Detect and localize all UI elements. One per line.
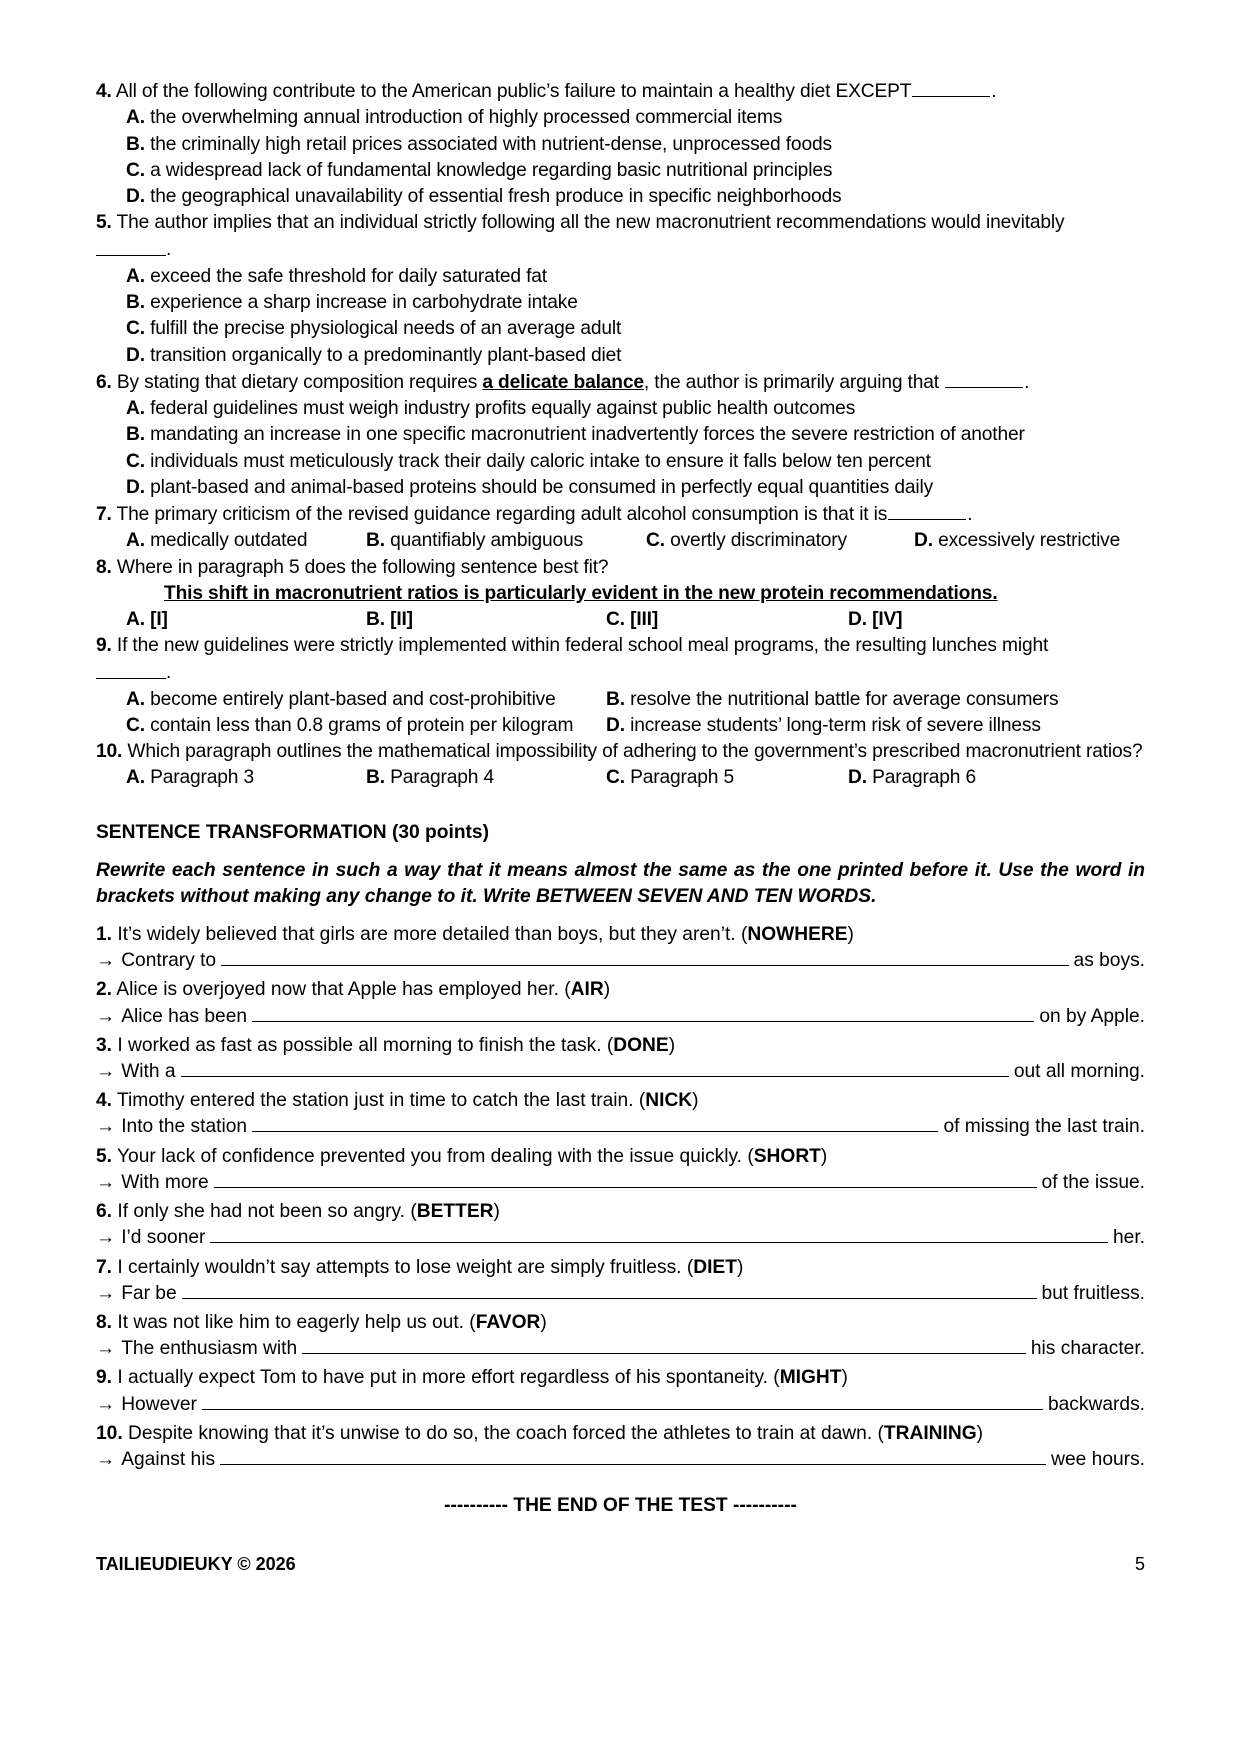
- arrow-icon: →: [96, 1005, 116, 1027]
- option-text: [I]: [150, 609, 168, 630]
- instruction-line-2-part1: word in brackets without making any change to it. Write: [96, 859, 1145, 907]
- question-8-inserted-sentence: This shift in macronutrient ratios is particularly evident in the new protein recommendations.: [164, 582, 998, 604]
- footer-page-number: 5: [1134, 1554, 1145, 1574]
- question-9-option-a[interactable]: [126, 687, 606, 713]
- arrow-icon: →: [96, 1227, 116, 1249]
- answer-tail: wee hours.: [1051, 1448, 1145, 1470]
- item-prompt-close: ): [847, 924, 854, 946]
- arrow-icon: →: [96, 1171, 116, 1193]
- answer-lead: I’d sooner: [121, 1227, 206, 1249]
- item-number: 5.: [96, 1145, 113, 1167]
- option-letter: A.: [126, 609, 145, 630]
- option-text: Paragraph 5: [630, 767, 735, 789]
- item-prompt-close: ): [976, 1422, 984, 1444]
- transformation-item-5-answer: [96, 1170, 1145, 1196]
- answer-write-line[interactable]: [210, 1226, 1108, 1243]
- option-text: experience a sharp increase in carbohydrate intake: [150, 292, 578, 314]
- arrow-icon: →: [96, 1393, 116, 1415]
- item-prompt: Timothy entered the station just in time to catch the last train. (: [117, 1090, 646, 1112]
- option-letter: B.: [366, 767, 385, 789]
- option-letter: B.: [366, 609, 385, 630]
- question-10-option-a[interactable]: [126, 765, 366, 791]
- question-9-option-b[interactable]: [606, 687, 1059, 713]
- option-letter: D.: [914, 530, 933, 552]
- answer-lead: However: [121, 1393, 197, 1415]
- transformation-item-6-answer: [96, 1225, 1145, 1251]
- item-prompt-close: ): [820, 1145, 828, 1167]
- item-prompt-close: ): [841, 1367, 848, 1389]
- question-8-stem-text: Where in paragraph 5 does the following sentence best fit?: [116, 556, 609, 578]
- question-10-option-c[interactable]: [606, 765, 848, 791]
- arrow-icon: →: [96, 1282, 116, 1304]
- transformation-item-6-prompt: [96, 1199, 1145, 1225]
- option-letter: C.: [126, 318, 145, 340]
- option-letter: C.: [126, 450, 145, 472]
- question-9-stem-end: .: [166, 662, 172, 684]
- question-8-inserted-sentence-wrap: [96, 581, 1145, 607]
- option-letter: A.: [126, 107, 145, 129]
- question-8-option-b[interactable]: [366, 607, 606, 633]
- question-9-stem-blank-line: [96, 659, 1145, 686]
- item-prompt-close: ): [736, 1256, 744, 1278]
- question-6-option-c[interactable]: [96, 449, 1145, 475]
- option-text: [III]: [630, 609, 659, 630]
- question-9-number: 9.: [96, 635, 112, 657]
- question-7-stem: [96, 501, 1145, 528]
- answer-tail: his character.: [1030, 1338, 1145, 1360]
- option-letter: D.: [848, 767, 867, 789]
- transformation-item-1-answer: [96, 948, 1145, 974]
- arrow-icon: →: [96, 1061, 116, 1083]
- option-letter: B.: [366, 530, 385, 552]
- option-text: a widespread lack of fundamental knowledge regarding basic nutritional principles: [150, 159, 833, 181]
- transformation-item-9-answer: [96, 1392, 1145, 1418]
- transformation-item-3-prompt: [96, 1033, 1145, 1059]
- answer-blank: [96, 236, 166, 255]
- transformation-item-1-prompt: [96, 922, 1145, 948]
- item-number: 4.: [96, 1090, 113, 1112]
- option-letter: A.: [126, 767, 145, 789]
- question-4-stem-end: .: [991, 81, 997, 103]
- transformation-item-8-prompt: [96, 1310, 1145, 1336]
- option-text: [II]: [390, 609, 413, 630]
- option-letter: C.: [126, 159, 145, 181]
- answer-tail: backwards.: [1047, 1393, 1145, 1415]
- option-letter: D.: [126, 186, 145, 208]
- item-keyword: SHORT: [753, 1145, 821, 1167]
- item-keyword: DONE: [613, 1034, 669, 1056]
- option-letter: A.: [126, 265, 145, 287]
- answer-tail: but fruitless.: [1041, 1282, 1145, 1304]
- question-8-option-a[interactable]: [126, 607, 366, 633]
- question-5-number: 5.: [96, 212, 112, 234]
- item-prompt: Your lack of confidence prevented you from dealing with the issue quickly. (: [117, 1145, 754, 1167]
- question-10-option-d[interactable]: [848, 765, 976, 791]
- item-number: 10.: [96, 1422, 123, 1444]
- question-7-options-row: [96, 528, 1145, 554]
- question-5-stem: [96, 210, 1145, 236]
- option-text: the criminally high retail prices associated with nutrient-dense, unprocessed foods: [150, 133, 832, 155]
- item-keyword: AIR: [570, 979, 604, 1001]
- question-8-number: 8.: [96, 556, 112, 578]
- question-7-option-b[interactable]: [366, 528, 646, 554]
- question-6-number: 6.: [96, 371, 112, 393]
- option-letter: A.: [126, 688, 145, 710]
- option-text: transition organically to a predominantly plant-based diet: [150, 344, 622, 366]
- answer-lead: Into the station: [121, 1116, 248, 1138]
- option-text: medically outdated: [150, 530, 308, 552]
- item-keyword: NICK: [645, 1090, 693, 1112]
- option-letter: B.: [126, 133, 145, 155]
- transformation-item-5-prompt: [96, 1144, 1145, 1170]
- question-4-stem-text: All of the following contribute to the American public’s failure to maintain a healthy diet EXCEPT: [115, 81, 912, 103]
- item-prompt: I actually expect Tom to have put in more effort regardless of his spontaneity. (: [117, 1367, 780, 1389]
- question-10-option-b[interactable]: [366, 765, 606, 791]
- transformation-item-8-answer: [96, 1336, 1145, 1362]
- item-prompt-close: ): [540, 1311, 547, 1333]
- question-9-option-c[interactable]: [126, 713, 606, 739]
- question-6-stem-part2: , the author is primarily arguing that: [643, 371, 945, 393]
- question-6-option-a[interactable]: [96, 396, 1145, 422]
- question-7-number: 7.: [96, 504, 112, 526]
- question-5-option-d[interactable]: [96, 343, 1145, 369]
- question-8-stem: [96, 555, 1145, 581]
- question-4-option-a[interactable]: [96, 105, 1145, 131]
- option-letter: C.: [646, 530, 665, 552]
- arrow-icon: →: [96, 1116, 116, 1138]
- item-keyword: MIGHT: [779, 1367, 842, 1389]
- option-text: excessively restrictive: [938, 530, 1121, 552]
- question-10-stem-text: Which paragraph outlines the mathematical impossibility of adhering to the government’s prescribed macronutrient ratios?: [127, 741, 1143, 763]
- transformation-item-2-answer: [96, 1004, 1145, 1030]
- question-4-option-d[interactable]: [96, 184, 1145, 210]
- arrow-icon: →: [96, 950, 116, 972]
- option-text: [IV]: [872, 609, 903, 630]
- question-6-option-b[interactable]: [96, 422, 1145, 448]
- option-text: Paragraph 3: [150, 767, 255, 789]
- transformation-item-4-prompt: [96, 1088, 1145, 1114]
- item-prompt-close: ): [493, 1201, 500, 1223]
- option-letter: A.: [126, 398, 145, 420]
- item-number: 6.: [96, 1201, 113, 1223]
- answer-tail: of the issue.: [1041, 1171, 1145, 1193]
- option-text: individuals must meticulously track their daily caloric intake to ensure it falls below ten percent: [150, 450, 931, 472]
- question-6-option-d[interactable]: [96, 475, 1145, 501]
- question-4-option-b[interactable]: [96, 132, 1145, 158]
- option-text: become entirely plant-based and cost-prohibitive: [150, 688, 556, 710]
- item-prompt-close: ): [668, 1034, 676, 1056]
- answer-write-line[interactable]: [220, 1448, 1046, 1465]
- item-keyword: TRAINING: [883, 1422, 977, 1444]
- item-number: 9.: [96, 1367, 113, 1389]
- option-text: overtly discriminatory: [670, 530, 847, 552]
- option-text: federal guidelines must weigh industry profits equally against public health outcomes: [150, 398, 856, 420]
- option-letter: C.: [126, 715, 145, 737]
- answer-blank: [945, 369, 1023, 388]
- item-prompt: I worked as fast as possible all morning to finish the task. (: [117, 1034, 614, 1056]
- answer-lead: With more: [121, 1171, 209, 1193]
- page-footer: [96, 1554, 1145, 1575]
- option-letter: A.: [126, 530, 145, 552]
- option-text: Paragraph 6: [872, 767, 977, 789]
- answer-lead: With a: [121, 1061, 176, 1083]
- question-6-stem-part1: By stating that dietary composition requires: [116, 371, 483, 393]
- option-text: quantifiably ambiguous: [390, 530, 584, 552]
- question-9-options-row-1: [96, 687, 1145, 713]
- arrow-icon: →: [96, 1448, 116, 1470]
- answer-tail: out all morning.: [1013, 1061, 1145, 1083]
- question-5-stem-end: .: [166, 239, 172, 261]
- question-9-stem-text: If the new guidelines were strictly implemented within federal school meal programs, the resulting lunches might: [116, 635, 1049, 657]
- option-text: Paragraph 4: [390, 767, 495, 789]
- item-prompt: Alice is overjoyed now that Apple has employed her. (: [116, 979, 571, 1001]
- question-4-number: 4.: [96, 81, 112, 103]
- item-keyword: FAVOR: [475, 1311, 541, 1333]
- transformation-item-2-prompt: [96, 977, 1145, 1003]
- question-8-option-d[interactable]: [848, 607, 902, 633]
- end-of-test-marker: ---------- THE END OF THE TEST ----------: [444, 1495, 797, 1517]
- item-prompt-close: ): [692, 1090, 699, 1112]
- question-10-stem: [96, 739, 1145, 765]
- question-7-stem-text: The primary criticism of the revised guidance regarding adult alcohol consumption is that it is: [116, 504, 888, 526]
- question-8-options-row: [96, 607, 1145, 633]
- answer-write-line[interactable]: [181, 1060, 1009, 1077]
- option-text: increase students’ long-term risk of severe illness: [630, 715, 1041, 737]
- item-number: 8.: [96, 1311, 113, 1333]
- item-prompt: I certainly wouldn’t say attempts to lose weight are simply fruitless. (: [117, 1256, 694, 1278]
- arrow-icon: →: [96, 1338, 116, 1360]
- question-9-option-d[interactable]: [606, 713, 1041, 739]
- answer-write-line[interactable]: [221, 949, 1068, 966]
- item-number: 2.: [96, 979, 113, 1001]
- answer-write-line[interactable]: [302, 1337, 1026, 1354]
- answer-blank: [888, 501, 966, 520]
- question-10-number: 10.: [96, 741, 123, 763]
- item-keyword: DIET: [693, 1256, 737, 1278]
- question-7-stem-end: .: [967, 504, 973, 526]
- question-6-quoted-phrase: a delicate balance: [482, 371, 644, 393]
- question-5-stem-blank-line: [96, 236, 1145, 263]
- question-7-option-a[interactable]: [126, 528, 366, 554]
- transformation-item-10-answer: [96, 1447, 1145, 1473]
- answer-lead: Contrary to: [121, 950, 217, 972]
- section-heading-sentence-transformation: SENTENCE TRANSFORMATION (30 points): [96, 821, 489, 843]
- item-keyword: BETTER: [416, 1201, 494, 1223]
- question-4-stem: [96, 78, 1145, 105]
- answer-lead: The enthusiasm with: [121, 1338, 298, 1360]
- answer-tail: of missing the last train.: [943, 1116, 1145, 1138]
- option-text: contain less than 0.8 grams of protein per kilogram: [150, 715, 574, 737]
- option-text: resolve the nutritional battle for average consumers: [630, 688, 1059, 710]
- transformation-item-7-prompt: [96, 1255, 1145, 1281]
- answer-lead: Alice has been: [121, 1005, 248, 1027]
- item-prompt: If only she had not been so angry. (: [117, 1201, 417, 1223]
- instruction-word-limit: BETWEEN SEVEN AND TEN WORDS.: [535, 885, 877, 907]
- instruction-line-1: Rewrite each sentence in such a way that it means almost the same as the one printed before it. Use the: [96, 859, 1069, 881]
- question-10-options-row: [96, 765, 1145, 791]
- answer-lead: Far be: [121, 1282, 177, 1304]
- question-6-stem-end: .: [1024, 371, 1030, 393]
- answer-blank: [912, 78, 990, 97]
- item-prompt-close: ): [603, 979, 611, 1001]
- question-9-options-row-2: [96, 713, 1145, 739]
- transformation-item-3-answer: [96, 1059, 1145, 1085]
- item-prompt: It’s widely believed that girls are more detailed than boys, but they aren’t. (: [117, 924, 748, 946]
- option-letter: C.: [606, 609, 625, 630]
- item-prompt: Despite knowing that it’s unwise to do so, the coach forced the athletes to train at dawn. (: [128, 1422, 884, 1444]
- question-7-option-d[interactable]: [914, 528, 1120, 554]
- item-number: 1.: [96, 924, 113, 946]
- answer-tail: her.: [1112, 1227, 1145, 1249]
- question-5-option-c[interactable]: [96, 316, 1145, 342]
- transformation-item-9-prompt: [96, 1365, 1145, 1391]
- option-letter: D.: [606, 715, 625, 737]
- option-letter: B.: [126, 292, 145, 314]
- option-letter: B.: [606, 688, 625, 710]
- answer-tail: on by Apple.: [1039, 1005, 1145, 1027]
- answer-lead: Against his: [121, 1448, 216, 1470]
- option-letter: C.: [606, 767, 625, 789]
- item-number: 3.: [96, 1034, 113, 1056]
- answer-tail: as boys.: [1073, 950, 1145, 972]
- option-text: the geographical unavailability of essential fresh produce in specific neighborhoods: [150, 186, 842, 208]
- question-8-option-c[interactable]: [606, 607, 848, 633]
- item-number: 7.: [96, 1256, 113, 1278]
- answer-write-line[interactable]: [214, 1171, 1037, 1188]
- option-letter: D.: [848, 609, 867, 630]
- answer-write-line[interactable]: [252, 1115, 938, 1132]
- option-letter: D.: [126, 476, 145, 498]
- option-letter: B.: [126, 424, 145, 446]
- question-5-stem-text: The author implies that an individual strictly following all the new macronutrient recommendations would inevitably: [116, 212, 1065, 234]
- answer-write-line[interactable]: [202, 1392, 1043, 1409]
- option-text: the overwhelming annual introduction of highly processed commercial items: [150, 107, 783, 129]
- transformation-items: [96, 922, 1145, 1473]
- transformation-item-10-prompt: [96, 1421, 1145, 1447]
- answer-blank: [96, 659, 166, 678]
- option-text: mandating an increase in one specific macronutrient inadvertently forces the severe restriction of another: [150, 424, 1025, 446]
- question-9-stem: [96, 633, 1145, 659]
- transformation-item-4-answer: [96, 1114, 1145, 1140]
- item-keyword: NOWHERE: [747, 924, 848, 946]
- option-letter: D.: [126, 344, 145, 366]
- section-instruction: [96, 858, 1145, 910]
- transformation-item-7-answer: [96, 1281, 1145, 1307]
- footer-copyright: TAILIEUDIEUKY © 2026: [96, 1554, 296, 1574]
- option-text: exceed the safe threshold for daily saturated fat: [150, 265, 547, 287]
- question-4-option-c[interactable]: [96, 158, 1145, 184]
- answer-write-line[interactable]: [252, 1004, 1034, 1021]
- question-5-option-b[interactable]: [96, 290, 1145, 316]
- option-text: fulfill the precise physiological needs of an average adult: [150, 318, 622, 340]
- item-prompt: It was not like him to eagerly help us out. (: [117, 1311, 476, 1333]
- question-5-option-a[interactable]: [96, 264, 1145, 290]
- option-text: plant-based and animal-based proteins should be consumed in perfectly equal quantities daily: [150, 476, 934, 498]
- question-6-stem: [96, 369, 1145, 396]
- question-7-option-c[interactable]: [646, 528, 914, 554]
- answer-write-line[interactable]: [182, 1281, 1037, 1298]
